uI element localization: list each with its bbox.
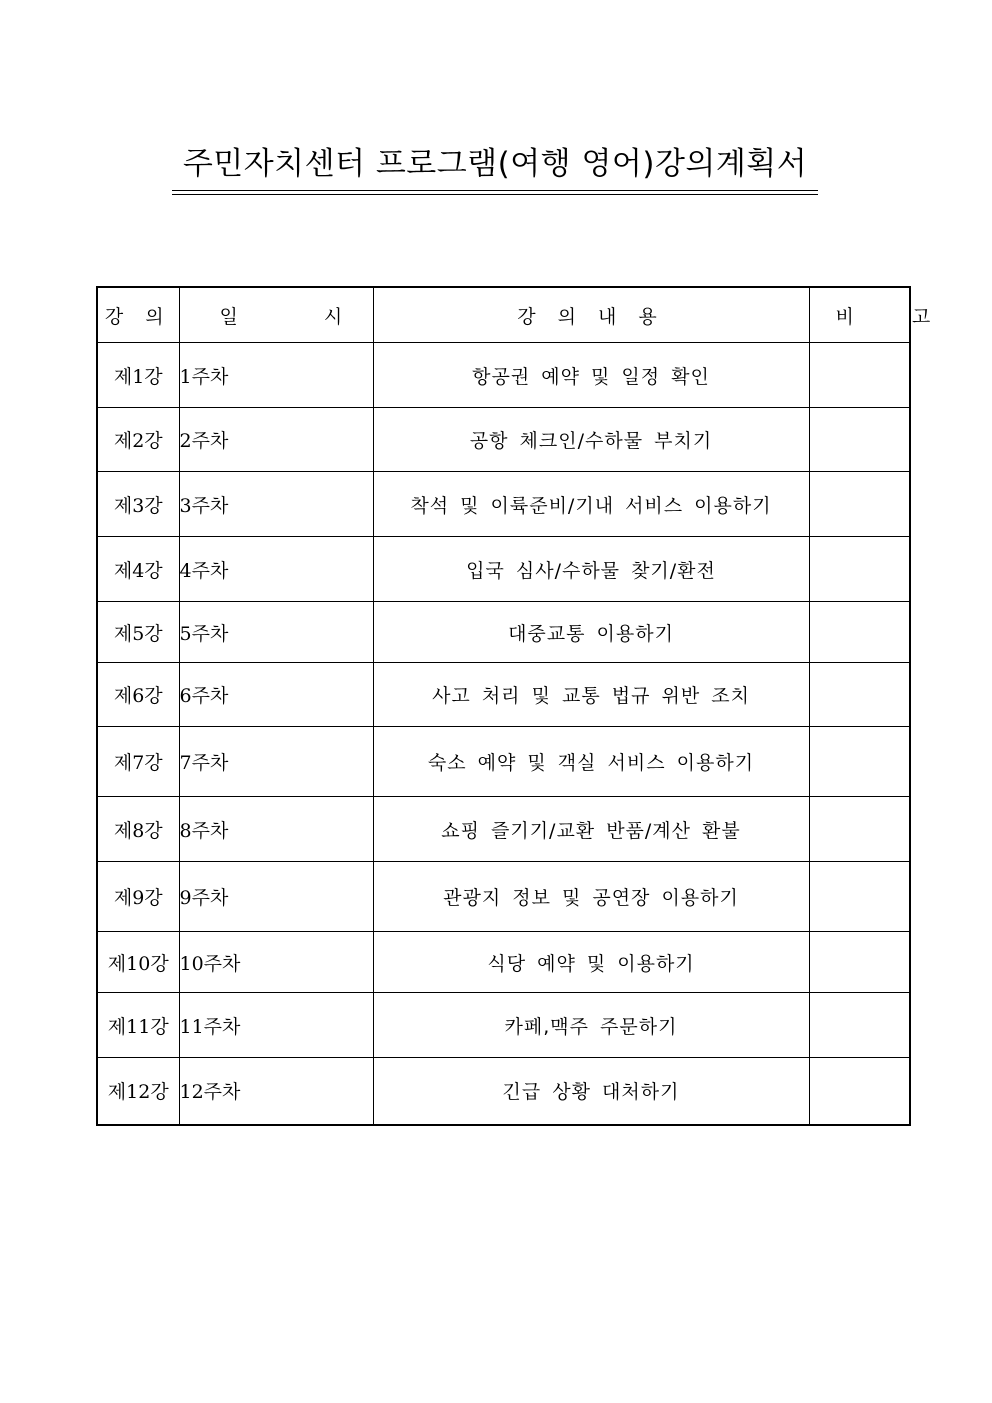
- table-row: [97, 343, 910, 408]
- remark-cell: [809, 1058, 910, 1125]
- lecture-cell: 제7강: [97, 727, 179, 797]
- table-header-row: [97, 287, 910, 343]
- table-row: [97, 862, 910, 932]
- table-row: [97, 727, 910, 797]
- date-cell: 7주차: [179, 727, 373, 797]
- date-cell: 5주차: [179, 602, 373, 663]
- table-row: [97, 1058, 910, 1125]
- content-cell: 카페,맥주 주문하기: [373, 993, 809, 1058]
- header-remark: 비 고: [809, 287, 910, 343]
- table-row: [97, 602, 910, 663]
- date-cell: 8주차: [179, 797, 373, 862]
- lecture-cell: 제11강: [97, 993, 179, 1058]
- date-cell: 2주차: [179, 408, 373, 472]
- content-cell: 긴급 상황 대처하기: [373, 1058, 809, 1125]
- table-row: [97, 663, 910, 727]
- remark-cell: [809, 797, 910, 862]
- lecture-cell: 제9강: [97, 862, 179, 932]
- content-cell: 항공권 예약 및 일정 확인: [373, 343, 809, 408]
- remark-cell: [809, 472, 910, 537]
- date-cell: 3주차: [179, 472, 373, 537]
- content-cell: 사고 처리 및 교통 법규 위반 조치: [373, 663, 809, 727]
- header-date: 일 시: [179, 287, 373, 343]
- content-cell: 관광지 정보 및 공연장 이용하기: [373, 862, 809, 932]
- date-cell: 10주차: [179, 932, 373, 993]
- lecture-cell: 제12강: [97, 1058, 179, 1125]
- date-cell: 6주차: [179, 663, 373, 727]
- date-cell: 1주차: [179, 343, 373, 408]
- content-cell: 공항 체크인/수하물 부치기: [373, 408, 809, 472]
- date-cell: 4주차: [179, 537, 373, 602]
- content-cell: 착석 및 이륙준비/기내 서비스 이용하기: [373, 472, 809, 537]
- table-row: [97, 797, 910, 862]
- table-row: [97, 993, 910, 1058]
- remark-cell: [809, 862, 910, 932]
- remark-cell: [809, 602, 910, 663]
- content-cell: 쇼핑 즐기기/교환 반품/계산 환불: [373, 797, 809, 862]
- document-title: 주민자치센터 프로그램(여행 영어)강의계획서: [182, 146, 808, 182]
- table-row: [97, 932, 910, 993]
- date-cell: 11주차: [179, 993, 373, 1058]
- lecture-cell: 제6강: [97, 663, 179, 727]
- table-row: [97, 537, 910, 602]
- lecture-cell: 제2강: [97, 408, 179, 472]
- content-cell: 식당 예약 및 이용하기: [373, 932, 809, 993]
- remark-cell: [809, 408, 910, 472]
- title-block: [172, 142, 818, 195]
- lecture-cell: 제1강: [97, 343, 179, 408]
- remark-cell: [809, 663, 910, 727]
- content-cell: 입국 심사/수하물 찾기/환전: [373, 537, 809, 602]
- lecture-cell: 제10강: [97, 932, 179, 993]
- date-cell: 12주차: [179, 1058, 373, 1125]
- table-row: [97, 408, 910, 472]
- lecture-cell: 제4강: [97, 537, 179, 602]
- remark-cell: [809, 727, 910, 797]
- remark-cell: [809, 993, 910, 1058]
- header-content: 강 의 내 용: [373, 287, 809, 343]
- lecture-cell: 제3강: [97, 472, 179, 537]
- lecture-cell: 제8강: [97, 797, 179, 862]
- remark-cell: [809, 537, 910, 602]
- remark-cell: [809, 343, 910, 408]
- title-double-underline: [172, 190, 818, 195]
- lecture-plan-table: [96, 286, 957, 1126]
- content-cell: 대중교통 이용하기: [373, 602, 809, 663]
- table-row: [97, 472, 910, 537]
- lecture-cell: 제5강: [97, 602, 179, 663]
- date-cell: 9주차: [179, 862, 373, 932]
- remark-cell: [809, 932, 910, 993]
- header-lecture: 강 의: [97, 287, 179, 343]
- content-cell: 숙소 예약 및 객실 서비스 이용하기: [373, 727, 809, 797]
